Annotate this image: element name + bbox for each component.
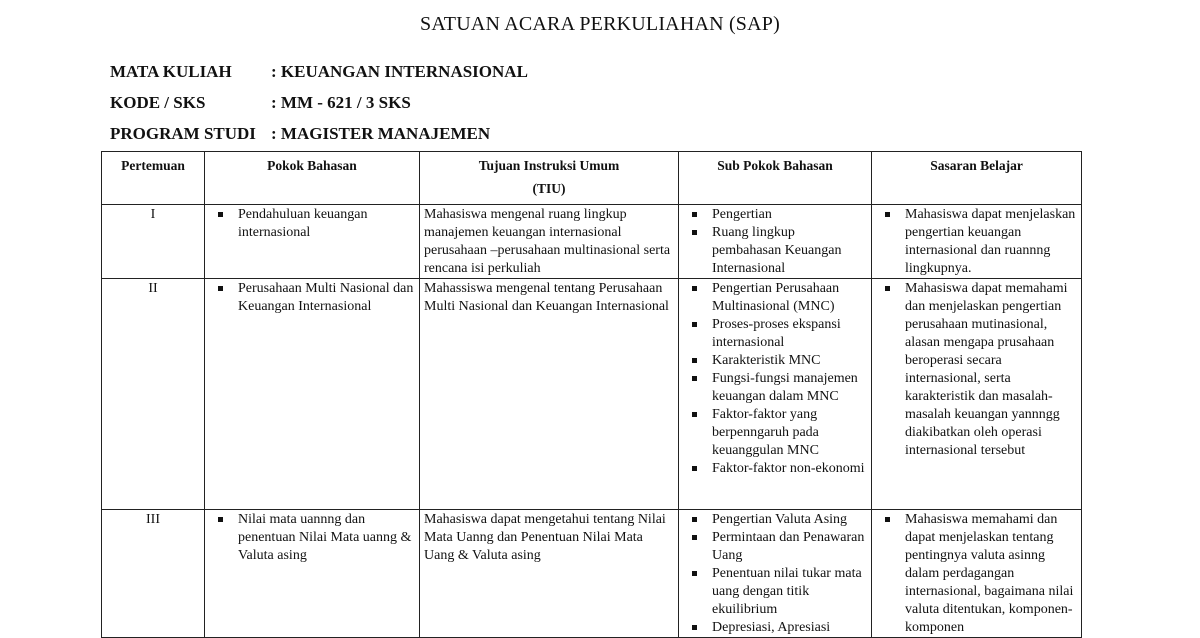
cell-tiu: Mahassiswa mengenal tentang Perusahaan Multi Nasional dan Keuangan Internasional — [420, 279, 679, 510]
list-item: Faktor-faktor non-ekonomi — [683, 460, 867, 478]
list-item: Pengertian Perusahaan Multinasional (MNC) — [683, 280, 867, 316]
cell-pertemuan: III — [102, 510, 205, 638]
header-pertemuan: Pertemuan — [102, 152, 205, 205]
list-item: Faktor-faktor yang berpenngaruh pada keuanggulan MNC — [683, 406, 867, 460]
table-row — [102, 510, 1082, 638]
cell-sub-pokok-bahasan — [679, 205, 872, 279]
cell-pertemuan: I — [102, 205, 205, 279]
course-name-label: MATA KULIAH — [110, 61, 232, 81]
header-sub-pokok-bahasan: Sub Pokok Bahasan — [679, 152, 872, 205]
cell-pokok-bahasan — [205, 205, 420, 279]
list-item: Proses-proses ekspansi internasional — [683, 316, 867, 352]
list-item: Pengertian — [683, 206, 867, 224]
table-row — [102, 205, 1082, 279]
header-tiu — [420, 152, 679, 205]
list-item: Mahasiswa dapat menjelaskan pengertian keuangan internasional dan ruannng lingkupnya. — [876, 206, 1077, 278]
list-item: Fungsi-fungsi manajemen keuangan dalam MNC — [683, 370, 867, 406]
course-code-value: : MM - 621 / 3 SKS — [271, 92, 411, 112]
list-item: Karakteristik MNC — [683, 352, 867, 370]
table-row — [102, 279, 1082, 510]
list-item: Pengertian Valuta Asing — [683, 511, 867, 529]
cell-tiu: Mahasiswa dapat mengetahui tentang Nilai Mata Uanng dan Penentuan Nilai Mata Uang & Valuta asing — [420, 510, 679, 638]
cell-pertemuan: II — [102, 279, 205, 510]
cell-sasaran-belajar — [872, 205, 1082, 279]
cell-pokok-bahasan — [205, 279, 420, 510]
course-info — [110, 56, 528, 149]
list-item: Pendahuluan keuangan internasional — [209, 206, 415, 242]
list-item: Permintaan dan Penawaran Uang — [683, 529, 867, 565]
cell-sasaran-belajar — [872, 279, 1082, 510]
header-sasaran-belajar: Sasaran Belajar — [872, 152, 1082, 205]
cell-sasaran-belajar — [872, 510, 1082, 638]
list-item: Nilai mata uannng dan penentuan Nilai Mata uanng & Valuta asing — [209, 511, 415, 565]
cell-sub-pokok-bahasan — [679, 510, 872, 638]
list-item: Depresiasi, Apresiasi — [683, 619, 867, 637]
study-program-row — [110, 118, 528, 149]
header-tiu-line2: (TIU) — [532, 181, 566, 196]
list-item: Mahasiswa dapat memahami dan menjelaskan pengertian perusahaan mutinasional, alasan mengapa prusahaan beroperasi secara internasional, serta karakteristik dan masalah-masalah keuangan yannngg diakibatkan oleh operasi internasional tersebut — [876, 280, 1077, 460]
list-item: Mahasiswa memahami dan dapat menjelaskan tentang pentingnya valuta asinng dalam perdagangan internasional, bagaimana nilai valuta ditentukan, komponen-komponen — [876, 511, 1077, 637]
study-program-label: PROGRAM STUDI — [110, 123, 256, 143]
cell-sub-pokok-bahasan — [679, 279, 872, 510]
header-pokok-bahasan: Pokok Bahasan — [205, 152, 420, 205]
course-name-value: : KEUANGAN INTERNASIONAL — [271, 61, 528, 81]
header-tiu-line1: Tujuan Instruksi Umum — [478, 158, 620, 173]
cell-pokok-bahasan — [205, 510, 420, 638]
sap-table — [101, 151, 1082, 638]
cell-tiu: Mahasiswa mengenal ruang lingkup manajemen keuangan internasional perusahaan –perusahaan multinasional serta rencana isi perkuliah — [420, 205, 679, 279]
list-item: Perusahaan Multi Nasional dan Keuangan Internasional — [209, 280, 415, 316]
document-title: SATUAN ACARA PERKULIAHAN (SAP) — [420, 13, 780, 35]
course-code-label: KODE / SKS — [110, 92, 206, 112]
study-program-value: : MAGISTER MANAJEMEN — [271, 123, 491, 143]
list-item: Ruang lingkup pembahasan Keuangan Internasional — [683, 224, 867, 278]
course-name-row — [110, 56, 528, 87]
course-code-row — [110, 87, 528, 118]
list-item: Penentuan nilai tukar mata uang dengan titik ekuilibrium — [683, 565, 867, 619]
table-header-row — [102, 152, 1082, 205]
